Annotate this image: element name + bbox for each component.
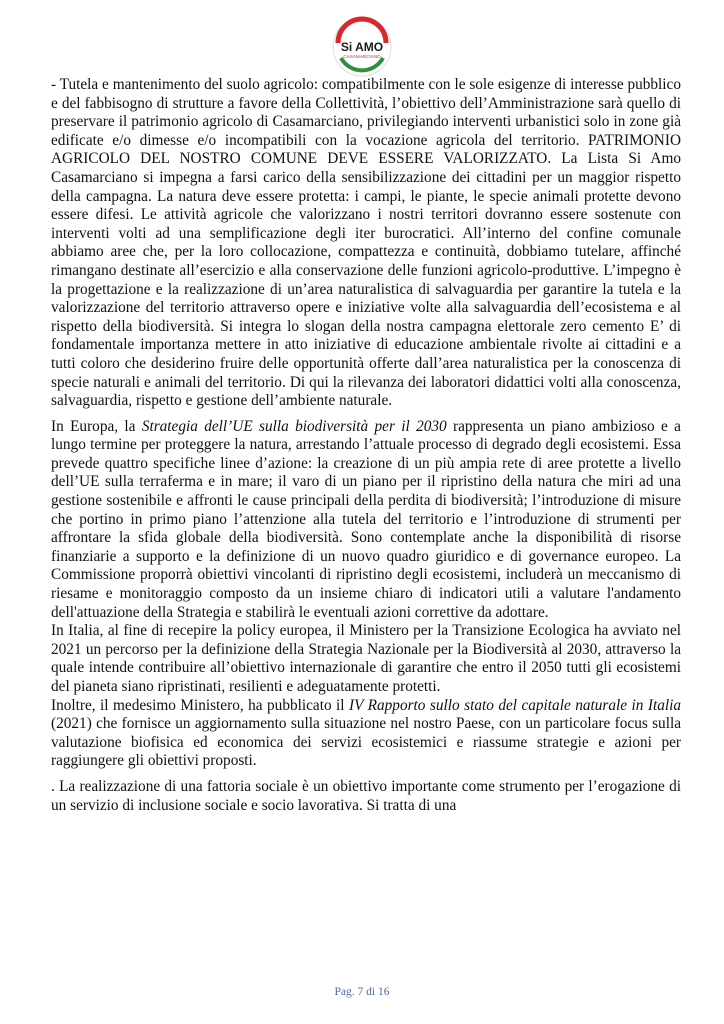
logo-graphic [331, 16, 393, 78]
svg-text:CASAMARCIANO: CASAMARCIANO [343, 54, 381, 59]
paragraph-ministry-report [51, 697, 681, 771]
eu-strategy-title: Strategia dell’UE sulla biodiversità per il 2030 [141, 417, 447, 435]
ministry-report-title: IV Rapporto sullo stato del capitale naturale in Italia [349, 696, 682, 714]
page-number: Pag. 7 di 16 [334, 986, 390, 998]
paragraph-italy-strategy: In Italia, al fine di recepire la policy europea, il Ministero per la Transizione Ecologica ha avviato nel 2021 un percorso per la definizione della Strategia Nazionale per la Biodiversità al 2030, attraverso la quale intende contribuire all’obiettivo internazionale di garantire che entro il 2050 tutti gli ecosistemi del pianeta siano ripristinati, resilienti e adeguatamente protetti. [51, 622, 681, 695]
si-amo-casamarciano-logo [331, 16, 393, 78]
ministry-report-body: (2021) che fornisce un aggiornamento sulla situazione nel nostro Paese, con un particolare focus sulla valutazione biofisica ed economica dei servizi ecosistemici e riassume strategie e azioni per raggiungere gli obiettivi proposti. [51, 715, 681, 770]
eu-strategy-body: rappresenta un piano ambizioso e a lungo termine per proteggere la natura, arrestando l’attuale processo di degrado degli ecosistemi. Essa prevede quattro specifiche linee d’azione: la creazione di un più ampia rete di aree protette a livello dell’UE sulla terraferma e in mare; il varo di un piano per il ripristino della natura che miri ad una gestione sostenibile e affronti le cause principali della perdita di biodiversità; l’introduzione di misure che portino in primo piano l’attenzione alla tutela del territorio e l’introduzione di strumenti per affrontare la sfida globale della biodiversità. Sono contemplate anche la disponibilità di risorse finanziarie a supporto e la definizione di un nuovo quadro giuridico e di governance europeo. La Commissione proporrà obiettivi vincolanti di ripristino degli ecosistemi, includerà un meccanismo di riesame e monitoraggio composto da un insieme chiaro di indicatori utili a valutare l'andamento dell'attuazione della Strategia e stabilirà le eventuali azioni correttive da adottare. [51, 417, 681, 621]
paragraph-eu-strategy [51, 418, 681, 623]
svg-text:Si AMO: Si AMO [340, 40, 384, 54]
paragraph-social-farm: . La realizzazione di una fattoria sociale è un obiettivo importante come strumento per l’erogazione di un servizio di inclusione sociale e socio lavorativa. Si tratta di una [51, 777, 681, 814]
paragraph-agricultural-land: - Tutela e mantenimento del suolo agricolo: compatibilmente con le sole esigenze di interesse pubblico e del fabbisogno di strutture a favore della Collettività, l’obiettivo dell’Amministrazione sarà quello di preservare il patrimonio agricolo di Casamarciano, privilegiando interventi urbanistici solo in zone già edificate e/o dimesse e/o incompatibili con la vocazione agricola del territorio. PATRIMONIO AGRICOLO DEL NOSTRO COMUNE DEVE ESSERE VALORIZZATO. La Lista Si Amo Casamarciano si impegna a farsi carico della sensibilizzazione dei cittadini per un maggior rispetto della campagna. La natura deve essere protetta: i campi, le piante, le specie animali protette devono essere difesi. Le attività agricole che valorizzano i nostri territori dovranno essere sostenute con interventi volti ad una semplificazione degli iter burocratici. All’interno del confine comunale abbiamo aree che, per la loro collocazione, compattezza e continuità, dobbiamo tutelare, affinché rimangano destinate all’esercizio e alla conservazione delle funzioni agricolo-produttive. L’impegno è la progettazione e la realizzazione di un’area naturalistica di salvaguardia per garantire la tutela e la valorizzazione del territorio attraverso opere e iniziative volte alla salvaguardia dell’ecosistema e al rispetto della biodiversità. Si integra lo slogan della nostra campagna elettorale zero cemento E’ di fondamentale importanza mettere in atto iniziative di educazione ambientale rivolte ai cittadini e a tutti coloro che desiderino fruire delle opportunità offerte dall’area naturalistica per la conoscenza di specie naturali e animali del territorio. Di qui la rilevanza dei laboratori didattici volti alla conoscenza, salvaguardia, rispetto e gestione dell’ambiente naturale. [51, 76, 681, 410]
document-body [51, 76, 681, 822]
ministry-report-lead: Inoltre, il medesimo Ministero, ha pubblicato il [51, 696, 350, 714]
eu-strategy-lead: In Europa, la [51, 417, 142, 435]
